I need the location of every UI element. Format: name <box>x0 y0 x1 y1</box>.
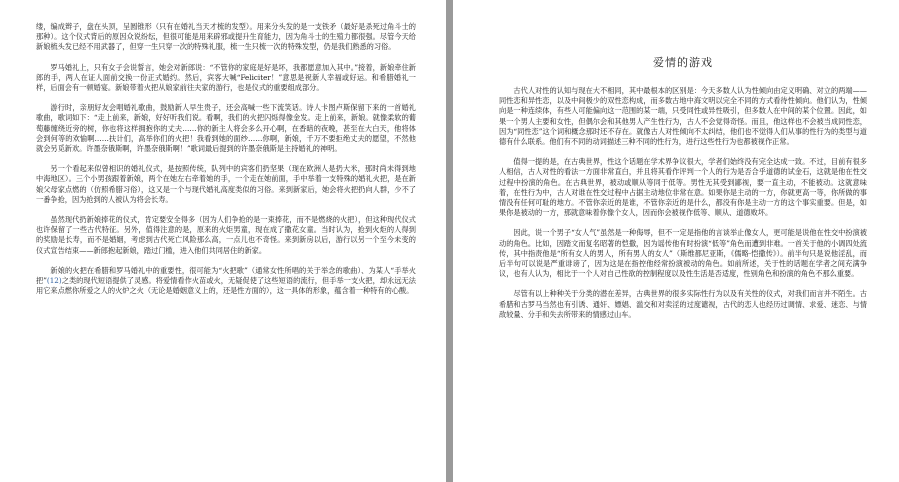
left-paragraph-2: 罗马婚礼上，只有女子会说誓言，她会对新郎说：“不管你的家庭是好是坏，我都愿意加入其中。”接着，新娘牵住新郎的手，两人在证人面前交换一份正式婚约。然后，宾客大喊“Feliciter！”意思是祝新人幸福或好运。和希腊婚礼一样，后面会有一顿婚宴。新娘带着火把从娘家前往夫家的游行，也是仪式的重要组成部分。 <box>36 62 416 93</box>
right-paragraph-4: 尽管有以上种种关于分类的潜在差异，古典世界的很多实际性行为以及有关性的仪式，对我们而言并不陌生。古希腊和古罗马当然也有引诱、通奸、嫖娼、滥交和对卖淫的过度谴视，古代的恋人也经历过调情、求爱、迷恋、与情敌较量、分手和失去所带来的情感过山车。 <box>499 289 867 319</box>
chapter-title: 爱情的游戏 <box>653 56 713 69</box>
left-paragraph-5: 虽然现代扔新娘捧花的仪式，肯定要安全得多（因为人们争抢的是一束捧花，而不是燃烧的火把），但这种现代仪式也许保留了一些古代特征。另外，值得注意的是，原来的火炬男童，现在成了撒花女童。当时认为，抢到火炬的人得到的奖励是长寿，而不是婚姻，考虑到古代死亡风险那么高，一点儿也不奇怪。来到新房以后，游行以另一个至今未变的仪式宣告结束——新郎抱起新娘，踏过门槛，进入他们共同居住的新家。 <box>36 215 416 255</box>
footnote-marker-link[interactable]: (12) <box>46 276 62 286</box>
left-paragraph-4: 另一个看起来似曾相识的婚礼仪式，是按照传统，队列中的宾客们扔坚果（现在欧洲人是扔大米，那时尚未得到地中海地区）。三个小男孩跟着新娘，两个在她左右牵着她的手，一个走在她前面，手中举着一支特殊的婚礼火把，是在新娘父母家点燃的（仿照希腊习俗），这又是一个与现代婚礼高度类似的习俗。来到新家后，她会将火把扔向人群，少不了一番争抢，因为抢到的人被认为将会长寿。 <box>36 164 416 204</box>
right-paragraph-3: 因此，说一个男子“女人气”虽然是一种侮辱，但不一定是指他的言谈举止像女人，更可能是说他在性交中扮演被动的角色。比如，因踏文而复名昭著的恺撒，因为谣传他有时扮演“低等”角色而遭到非难。一首关于他的小调四处流传，其中指责他是“所有女人的男人，所有男人的女人”（斯维都尼亚斯，《儒略·恺撒传》）。前半句只是说他淫乱，而后半句可以说是严重诽谤了，因为这是在指控他经常扮演被动的角色。如前所述，关于性的话题在学者之间充满争议，也有人认为，相比于一个人对自己性欲的控制程度以及性生活是否适度，性别角色和扮演的角色不那么重要。 <box>499 228 867 279</box>
left-paragraph-6: 新娘的火把在希腊和罗马婚礼中的重要性，很可能为“火把歌”（通常女性所唱的关于举念的歌曲）、为某人“手举火把”(12)之类的现代短语提供了灵感。将爱情看作火苗或火，无疑促使了这些短语的流行，但手举一支火把，却永远无法用它来点燃你所爱之人的火炉之火（无论是婚姻意义上的，还是性方面的），这一具体的形象，蕴含着一种特有的心酸。 <box>36 265 416 296</box>
right-paragraph-1: 古代人对性的认知与现在大不相同，其中最根本的区别是：今天多数人认为性倾向由定义明确、对立的两端——同性恋和异性恋，以及中间极少的双性恋构成，而多数古地中海文明以完全不同的方式看待性倾向。他们认为，性倾向是一种连续体，有些人可能偏向这一范围的某一端，只受同性或异性吸引，但多数人在中间的某个位置。因此，如果一个男人主要和女性，但偶尔会和其他男人产生性行为，古人不会觉得奇怪。而且，他这样也不会被当成同性恋，因为“同性恋”这个词和概念那时还不存在。就像古人对性倾向不太纠结，他们也不觉得人们从事的性行为的类型与道德有什么联系。他们有不同的动词描述三种不同的性行为，进行这些性行为也都被视作正常。 <box>499 86 867 147</box>
right-paragraph-2: 值得一提的是，在古典世界，性这个话题在学术界争议很大，学者们始终没有完全达成一致。不过，目前有很多人相信，古人对性的看法一方面非常直白，并且将其看作评判一个人的行为是否合乎道德的试金石，这就是他在性交过程中扮演的角色。在古典世界，被动或顺从等同于低等。男性无其受到鄙视，要一直主动，不能被动。这就意味着，在性行为中，古人对谁在性交过程中占据主动地位非常在意。如果你是主动的一方，你就更高一等，你所做的事情没有任何可耻的地方。不管你亲近的是谁，不管你亲近的是什么，都没有你是主动一方的这个事实重要。但是，如果你是被动的一方，那就意味着你像个女人，因而你会被视作低等、顺从、道德败坏。 <box>499 157 867 218</box>
left-paragraph-1: 缕，编成辫子，盘在头顶，呈圆锥形（只有在婚礼当天才梳的发型）。用来分头发的是一支铁矛（最好是杀死过角斗士的那种）。这个仪式背后的原因众说纷纭，但很可能是用来辟邪或提升生育能力，因为角斗士的生殖力都很强。尽管今天给新娘梳头发已经不用武器了，但穿一生只穿一次的特殊礼服，梳一生只梳一次的特殊发型，仍是我们熟悉的习俗。 <box>36 22 416 52</box>
right-page <box>453 0 899 482</box>
left-page <box>0 0 446 482</box>
page-gutter-divider <box>446 0 453 482</box>
left-paragraph-3: 游行时，亲朋好友会唱婚礼歌曲，鼓励新人早生贵子，还会高喊一些下流笑话。诗人卡图卢斯保留下来的一首婚礼歌曲，歌词如下：“走上前来，新娘，好好听我们说。看啊，我们的火把闪烁得像金发。走上前来，新娘。就像柔软的葡萄藤缠绕近旁的树，你也将这样拥抱你的丈夫……你的新主人将会多么开心啊，在香暗的夜晚，甚至在大白天，他将体会到何等的欢愉啊……扶计们，高举你们的火把！我看到她的面纱……你啊，新娘，千万不要拒绝丈夫的愿望，不然他就会另觅新欢。许墨奈俄斯啊，许墨奈俄斯啊！”歌词最后提到的许墨奈俄斯是主持婚礼的神明。 <box>36 103 416 154</box>
